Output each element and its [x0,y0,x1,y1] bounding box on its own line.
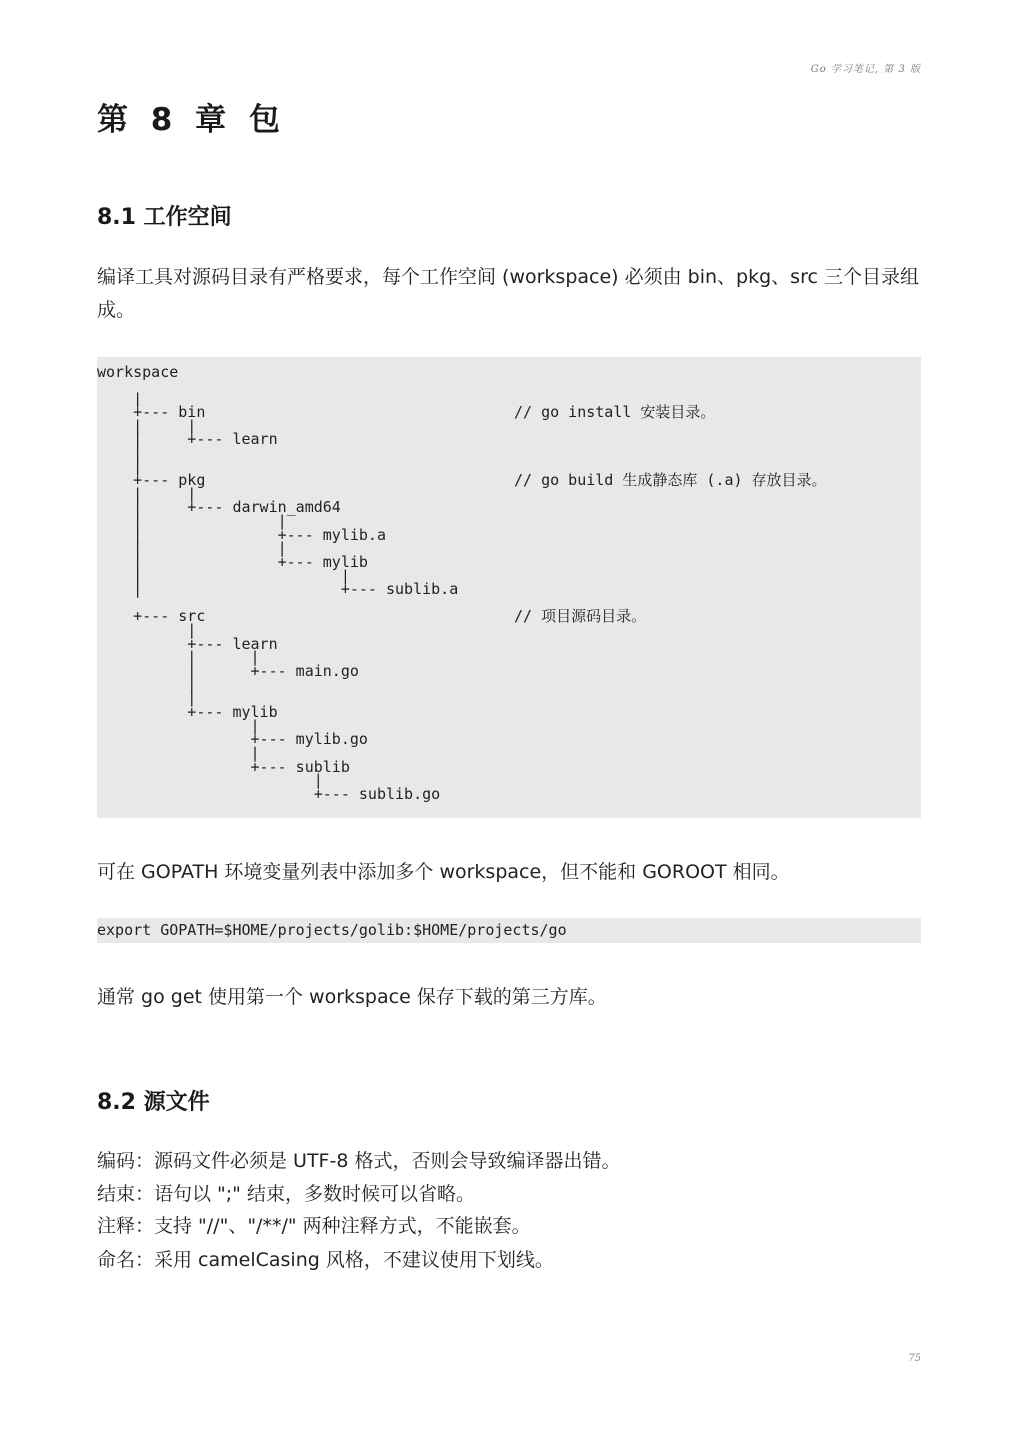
running-header: Go 学习笔记, 第 3 版 [810,64,921,75]
workspace-tree-code-block [97,357,921,818]
tree-line: +--- bin [97,403,206,421]
tree-line: | +--- darwin_amd64 [97,498,341,516]
chapter-title: 第 8 章 包 [97,102,286,138]
list-item-encoding: 编码：源码文件必须是 UTF-8 格式，否则会导致编译器出错。 [97,1150,621,1172]
section-title-source-files: 8.2 源文件 [97,1090,210,1115]
tree-line: | [97,744,260,762]
tree-line: | [97,676,197,694]
tree-line: +--- sublib.go [97,785,441,803]
tree-line: | | [97,539,287,557]
tree-line: | +--- mylib.a [97,526,386,544]
gopath-note-paragraph: 可在 GOPATH 环境变量列表中添加多个 workspace，但不能和 GOROOT 相同。 [97,861,790,883]
tree-line: +--- src [97,607,206,625]
tree-line: +--- learn [97,635,278,653]
list-item-naming: 命名：采用 camelCasing 风格，不建议使用下划线。 [97,1249,554,1271]
tree-line: +--- pkg [97,471,206,489]
tree-line: +--- sublib [97,758,350,776]
tree-line: | | [97,648,260,666]
tree-line: | +--- sublib.a [97,580,459,598]
export-gopath-code: export GOPATH=$HOME/projects/golib:$HOME/projects/go [97,918,921,943]
tree-line: | [97,458,143,476]
tree-line: | | [97,417,197,435]
tree-comment-src: // 项目源码目录。 [514,607,647,625]
tree-line: | [97,689,197,707]
tree-line: +--- mylib.go [97,730,368,748]
tree-line: | | [97,512,287,530]
workspace-intro-paragraph: 编译工具对源码目录有严格要求，每个工作空间 (workspace) 必须由 bin、pkg、src 三个目录组成。 [97,266,919,321]
tree-line: | [97,621,197,639]
tree-line: +--- mylib [97,703,278,721]
list-item-terminator: 结束：语句以 ";" 结束，多数时候可以省略。 [97,1183,475,1205]
tree-line: | [97,390,143,408]
tree-line: | [97,771,323,789]
page-number: 75 [908,1353,921,1364]
tree-line: | | [97,485,197,503]
tree-line: workspace [97,363,179,381]
tree-line: | | [97,567,350,585]
go-get-note-paragraph: 通常 go get 使用第一个 workspace 保存下载的第三方库。 [97,986,607,1008]
tree-line: | +--- learn [97,430,278,448]
tree-line: | [97,717,260,735]
tree-comment-bin: // go install 安装目录。 [514,403,716,421]
tree-line: | +--- main.go [97,662,359,680]
tree-line: | +--- mylib [97,553,368,571]
tree-comment-pkg: // go build 生成静态库 (.a) 存放目录。 [514,471,827,489]
section-title-workspace: 8.1 工作空间 [97,205,232,230]
tree-line: | [97,444,143,462]
list-item-comments: 注释：支持 "//"、"/**/" 两种注释方式，不能嵌套。 [97,1215,531,1237]
